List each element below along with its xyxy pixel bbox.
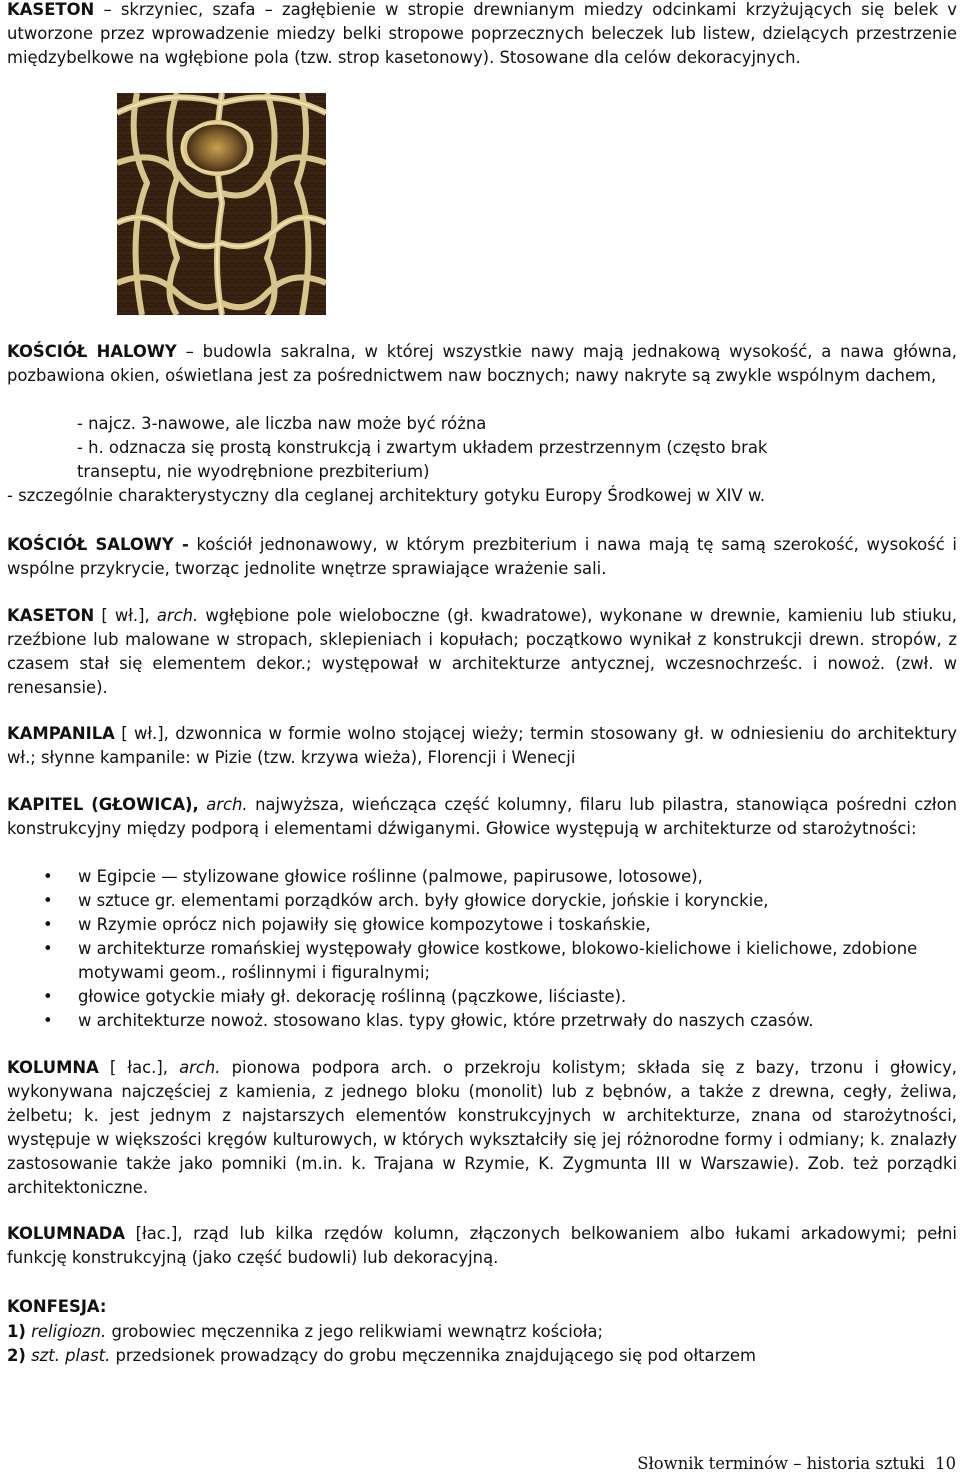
- entry-kampanila: [7, 722, 957, 770]
- bullet-icon: •: [43, 1011, 53, 1030]
- konfesja-item-1: 1) religiozn. grobowiec męczennika z jego relikwiami wewnątrz kościoła;: [7, 1322, 603, 1341]
- definition-text: [ wł.], dzwonnica w formie wolno stojącej wieży; termin stosowany gł. w odniesieniu do architektury wł.; słynne kampanile: w Pizie (tzw. krzywa wieża), Florencji i Wenecji: [7, 724, 957, 767]
- entry-kaseton-2: [7, 604, 957, 700]
- entry-kolumnada: [7, 1222, 957, 1270]
- kapitel-bullet-list: [7, 865, 957, 1033]
- abbr-arch: arch.: [179, 1058, 221, 1077]
- list-item: • w sztuce gr. elementami porządków arch. były głowice doryckie, jońskie i korynckie,: [7, 889, 957, 913]
- bracket-origin: [ łac.],: [98, 1058, 180, 1077]
- entry-kaseton-1: [7, 0, 957, 70]
- entry-kolumna: [7, 1056, 957, 1200]
- konfesja-item-2: 2) szt. plast. przedsionek prowadzący do grobu męczennika znajdującego się pod ołtarzem: [7, 1346, 756, 1365]
- list-item: • w architekturze nowoż. stosowano klas. typy głowic, które przetrwały do naszych czasów.: [7, 1009, 957, 1033]
- entry-kapitel: [7, 793, 957, 841]
- abbr-arch: arch.: [198, 795, 248, 814]
- term-kaseton: KASETON: [7, 0, 95, 19]
- list-item: • w Rzymie oprócz nich pojawiły się głowice kompozytowe i toskańskie,: [7, 913, 957, 937]
- definition-text: – skrzyniec, szafa – zagłębienie w stropie drewnianym miedzy odcinkami krzyżujących się belek v utworzone przez wprowadzenie miedzy belki stropowe poprzecznych beleczek lub listew, dzielących przestrzenie międzybelkowe na wgłębione pola (tzw. strop kasetonowy). Stosowane dla celów dekoracyjnych.: [7, 0, 957, 67]
- bullet-icon: •: [43, 891, 53, 910]
- page-number: 10: [935, 1454, 956, 1473]
- term-kapitel: KAPITEL (GŁOWICA),: [7, 795, 199, 814]
- coffered-ceiling-photo: [117, 93, 326, 315]
- halowy-note-2a: - h. odznacza się prostą konstrukcją i zwartym układem przestrzennym (często brak: [77, 438, 768, 457]
- list-item: • głowice gotyckie miały gł. dekorację roślinną (pączkowe, liściaste).: [7, 985, 957, 1009]
- definition-text: wgłębione pole wieloboczne (gł. kwadratowe), wykonane w drewnie, kamieniu lub stiuku, rzeźbione lub malowane w stropach, sklepieniach i kopułach; początkowo wynikał z konstrukcji drewn. stropów, z czasem stał się elementem dekor.; występował w architekturze antycznej, wczesnochrześc. i nowoż. (zwł. w renesansie).: [7, 606, 957, 697]
- term-kolumnada: KOLUMNADA: [7, 1224, 126, 1243]
- halowy-note-3: - szczególnie charakterystyczny dla ceglanej architektury gotyku Europy Środkowej w XIV w.: [7, 486, 766, 505]
- bracket-origin: [ wł.],: [94, 606, 157, 625]
- term-konfesja: KONFESJA:: [7, 1297, 107, 1316]
- term-kaseton: KASETON: [7, 606, 95, 625]
- definition-text: pionowa podpora arch. o przekroju kolistym; składa się z bazy, trzonu i głowicy, wykonywana najczęściej z kamienia, z jednego bloku (monolit) lub z bębnów, a także z drewna, cegły, żeliwa, żelbetu; k. jest jednym z najstarszych elementów konstrukcyjnych w architekturze, znana od starożytności, występuje w większości kręgów kulturowych, w których wykształciły się jej różnorodne formy i odmiany; k. znalazły zastosowanie także jako pomniki (m.in. k. Trajana w Rzymie, K. Zygmunta III w Warszawie). Zob. też porządki architektoniczne.: [7, 1058, 957, 1197]
- term-kosciol-halowy: KOŚCIÓŁ HALOWY: [7, 342, 177, 361]
- term-kosciol-salowy: KOŚCIÓŁ SALOWY -: [7, 535, 189, 554]
- definition-text: najwyższa, wieńcząca część kolumny, filaru lub pilastra, stanowiąca pośredni człon konstrukcyjny między podporą i elementami dźwiganymi. Głowice występują w architekturze od starożytności:: [7, 795, 957, 838]
- term-kolumna: KOLUMNA: [7, 1058, 99, 1077]
- halowy-note-2b: transeptu, nie wyodrębnione prezbiterium): [77, 462, 430, 481]
- list-item: • w architekturze romańskiej występowały głowice kostkowe, blokowo-kielichowe i kielichowe, zdobione motywami geom., roślinnymi i figuralnymi;: [43, 939, 918, 982]
- bullet-icon: •: [43, 939, 53, 958]
- entry-kosciol-halowy: [7, 340, 957, 388]
- abbr-arch: arch.: [156, 606, 199, 625]
- footer-title: Słownik terminów – historia sztuki: [637, 1454, 925, 1473]
- definition-text: kościół jednonawowy, w którym prezbiterium i nawa mają tę samą szerokość, wysokość i wspólne przykrycie, tworząc jednolite wnętrze sprawiające wrażenie sali.: [7, 535, 957, 578]
- page-footer: [637, 1454, 956, 1473]
- bullet-icon: •: [43, 987, 53, 1006]
- definition-text: [łac.], rząd lub kilka rzędów kolumn, złączonych belkowaniem albo łukami arkadowymi; pełni funkcję konstrukcyjną (jako część budowli) lub dekoracyjną.: [7, 1224, 957, 1267]
- bullet-icon: •: [43, 867, 53, 886]
- halowy-note-1: - najcz. 3-nawowe, ale liczba naw może być różna: [77, 414, 487, 433]
- list-item: • w Egipcie — stylizowane głowice roślinne (palmowe, papirusowe, lotosowe),: [7, 865, 957, 889]
- definition-text: – budowla sakralna, w której wszystkie nawy mają jednakową wysokość, a nawa główna, pozbawiona okien, oświetlana jest za pośrednictwem naw bocznych; nawy nakryte są zwykle wspólnym dachem,: [7, 342, 957, 385]
- entry-kosciol-salowy: [7, 533, 957, 581]
- bullet-icon: •: [43, 915, 53, 934]
- term-kampanila: KAMPANILA: [7, 724, 115, 743]
